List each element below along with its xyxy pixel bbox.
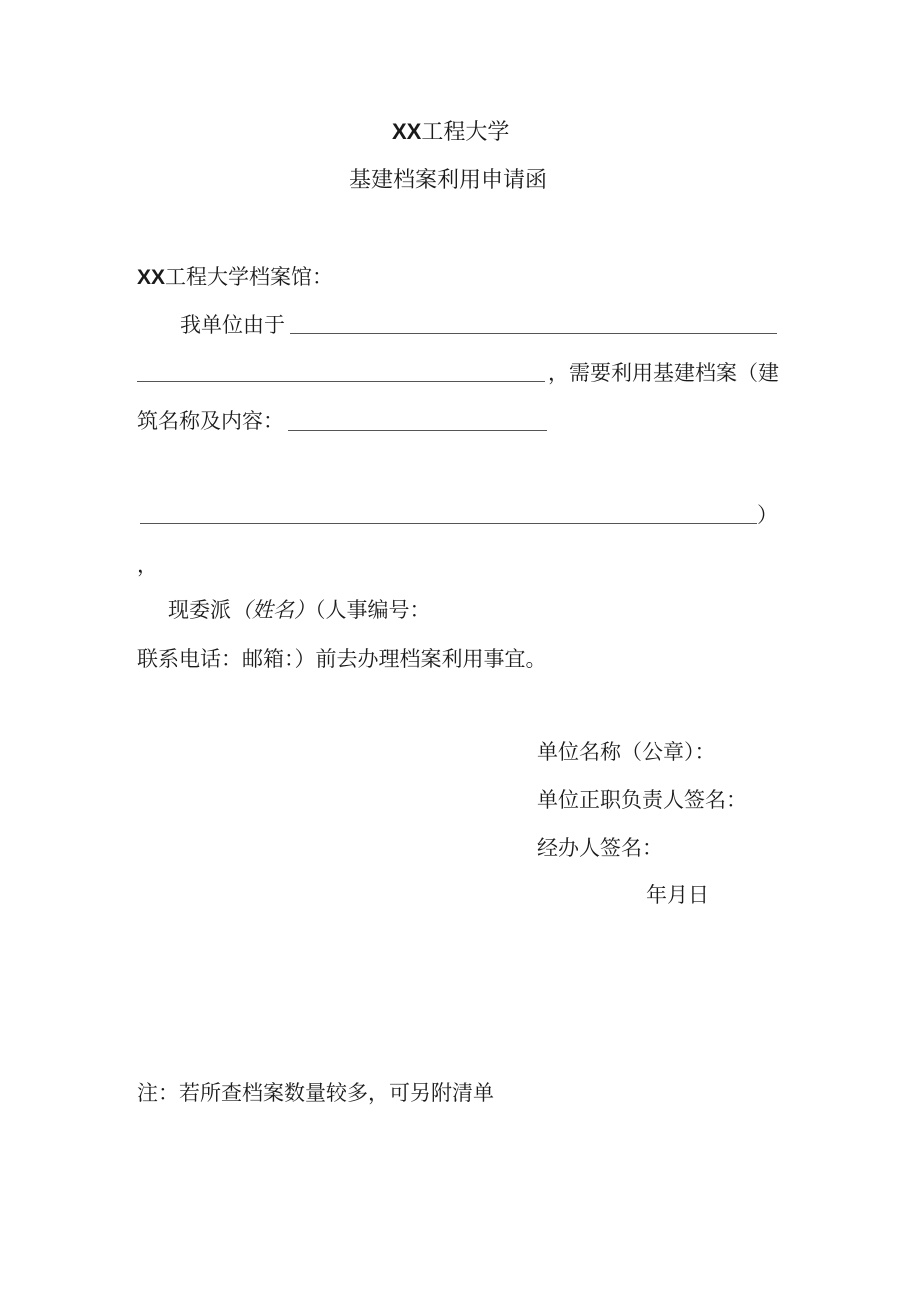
leader-signature: 单位正职负责人签名： [537, 788, 747, 812]
delegate-label: 现委派 [168, 598, 231, 622]
delegate-line [168, 600, 431, 621]
title-university: 工程大学 [421, 120, 510, 145]
handler-signature: 经办人签名： [537, 836, 663, 860]
need-archive-text: ，需要利用基建档案（建 [548, 361, 779, 385]
trailing-comma: ， [137, 553, 158, 577]
title-line-1 [392, 121, 509, 144]
name-placeholder: （姓名） [231, 598, 315, 622]
contact-line: 联系电话：邮箱：）前去办理档案利用事宜。 [137, 647, 547, 671]
reason-blank-line-1 [290, 333, 777, 334]
building-name-blank [288, 430, 547, 431]
salutation-text: 工程大学档案馆： [165, 265, 334, 289]
building-name-label: 筑名称及内容： [137, 409, 284, 433]
title-line-2: 基建档案利用申请函 [349, 168, 548, 193]
date-line: 年月日 [646, 883, 709, 907]
staff-id-label: （人事编号： [315, 598, 431, 622]
reason-label: 我单位由于 [180, 313, 285, 337]
salutation-xx: XX [137, 266, 166, 289]
title-xx: XX [392, 119, 422, 144]
close-paren: ） [757, 503, 778, 527]
salutation [137, 267, 333, 288]
unit-name-seal: 单位名称（公章）： [537, 740, 716, 764]
reason-blank-line-2 [137, 381, 545, 382]
content-blank-line [140, 523, 757, 524]
footnote: 注：若所查档案数量较多，可另附清单 [137, 1081, 494, 1105]
